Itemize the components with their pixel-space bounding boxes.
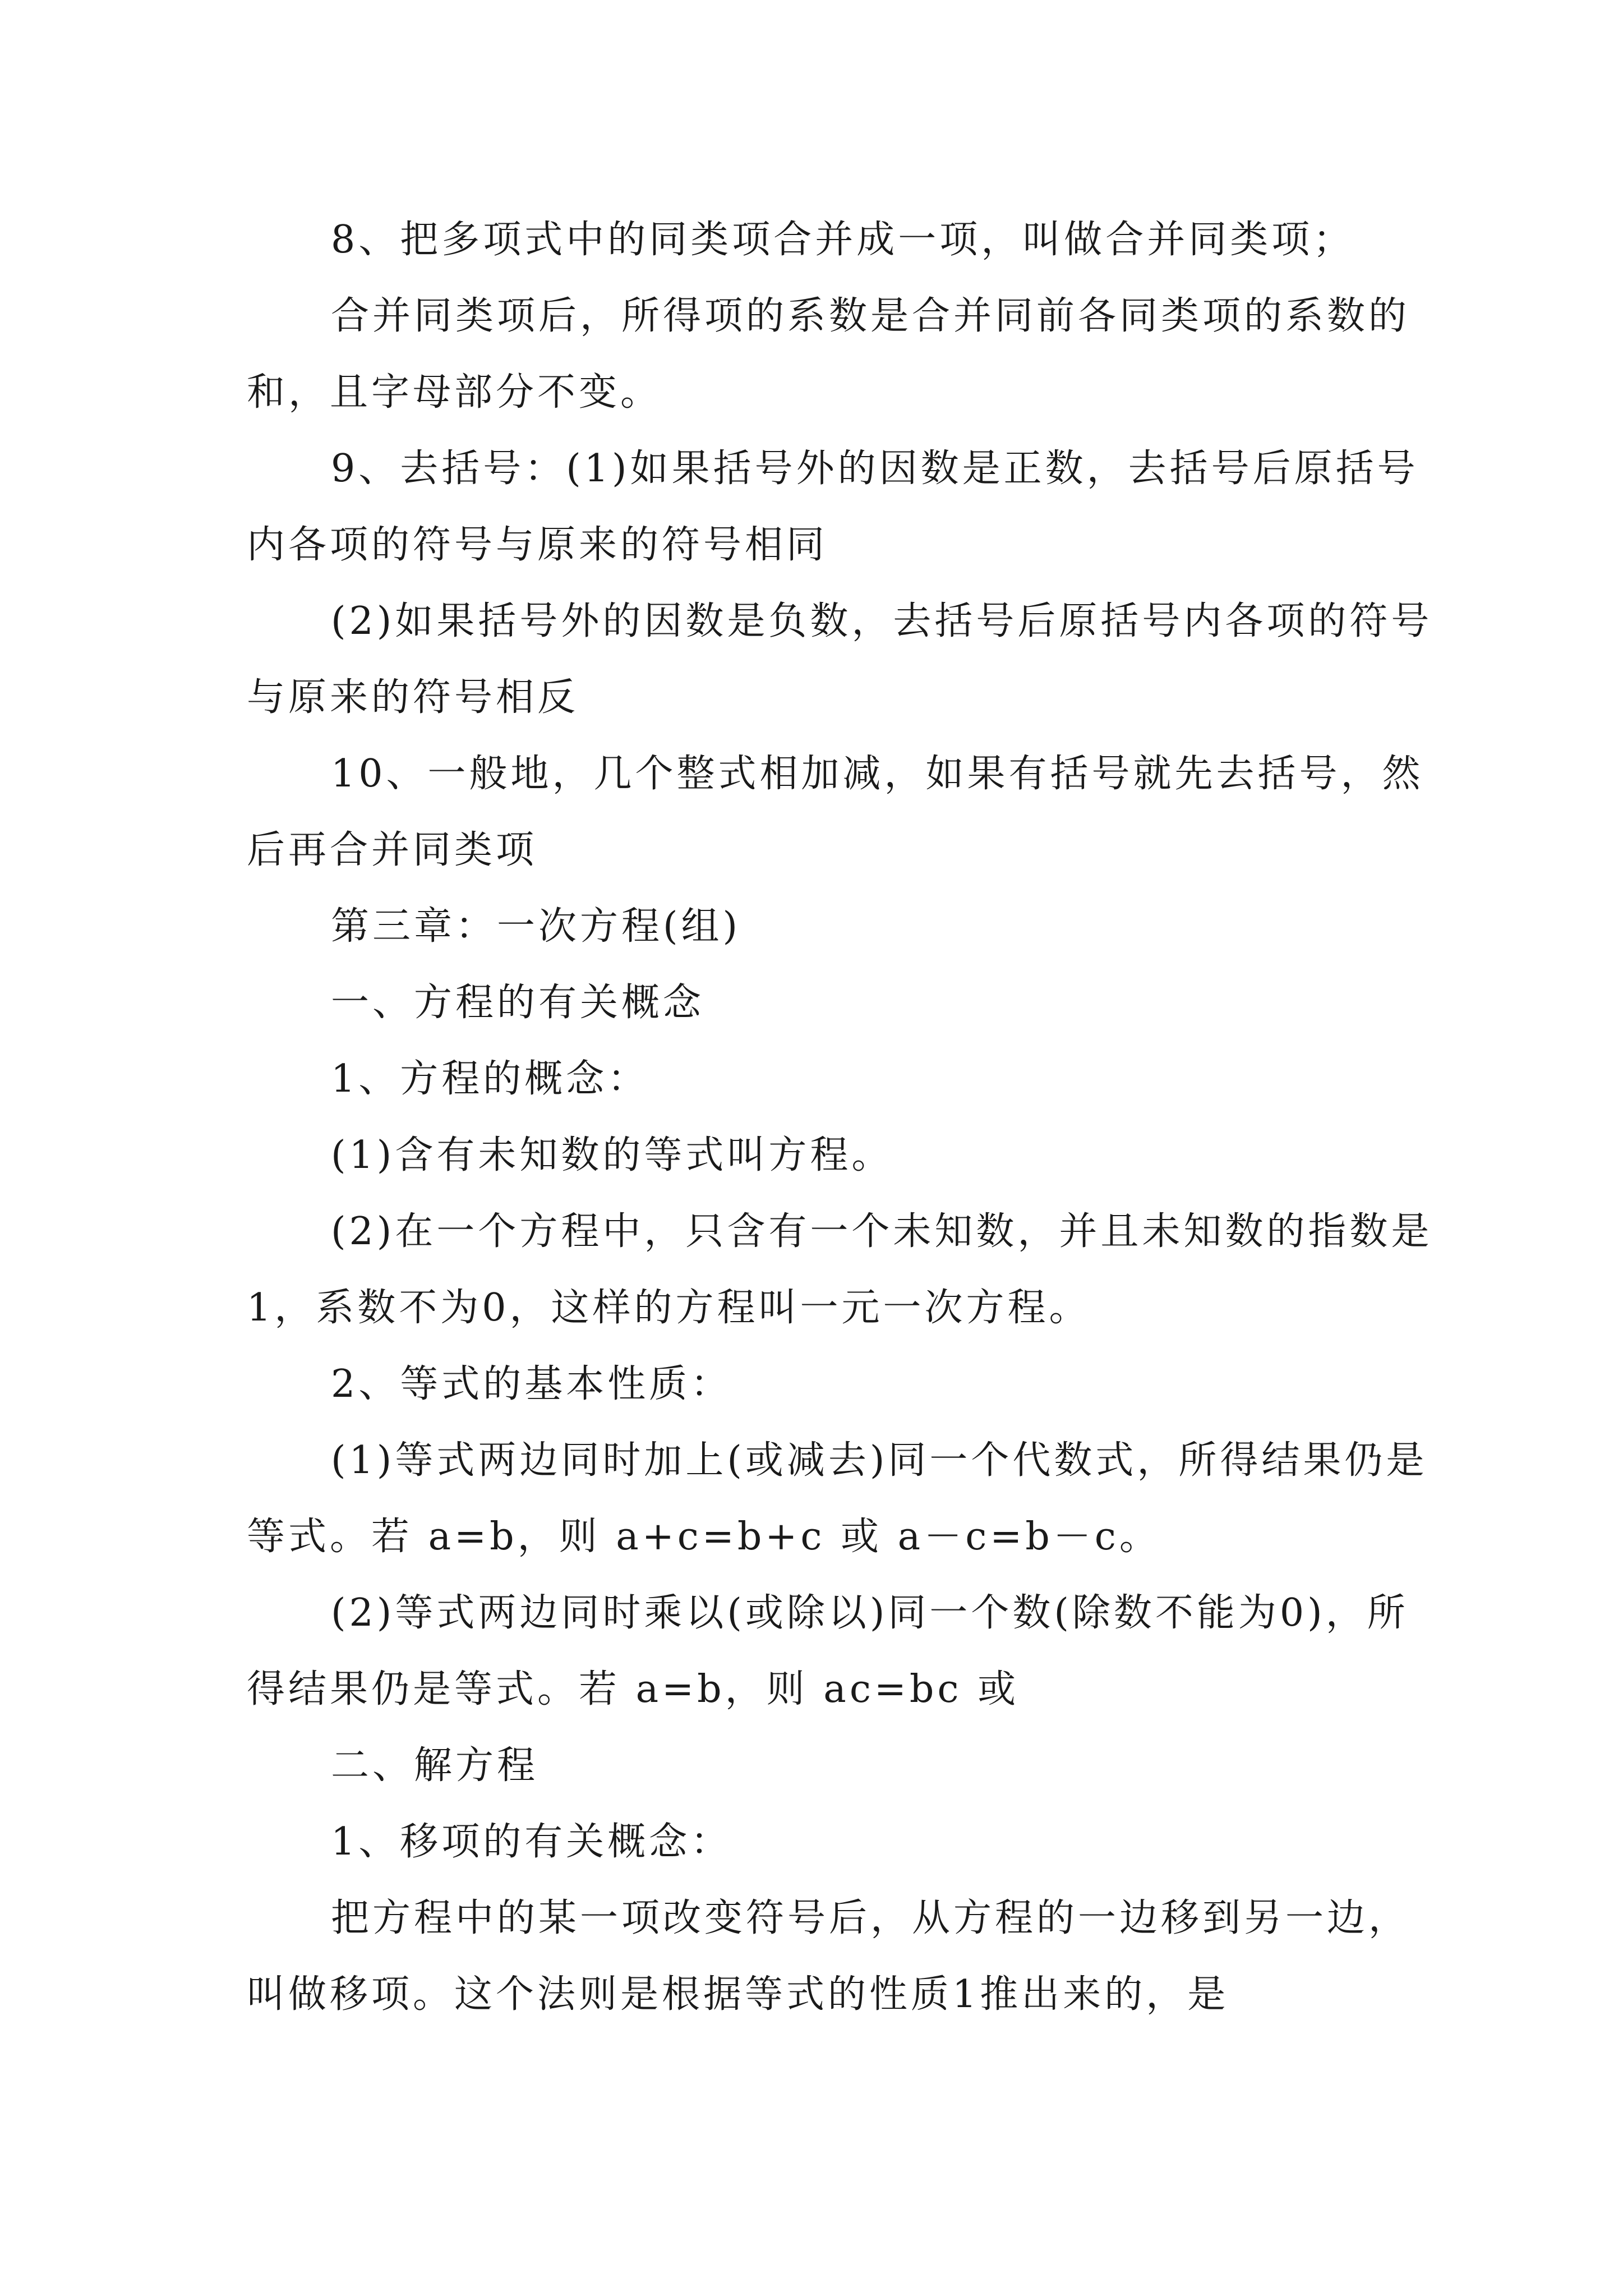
subheading-transposition: 1、移项的有关概念： <box>331 1820 732 1864</box>
paragraph-combine-like-terms-coefficient: 合并同类项后，所得项的系数是合并同前各同类项的系数的和，且字母部分不变。 <box>247 294 1410 415</box>
paragraph-equation-definition: (1)含有未知数的等式叫方程。 <box>331 1133 893 1177</box>
paragraph-remove-brackets-positive: 9、去括号：(1)如果括号外的因数是正数，去括号后原括号内各项的符号与原来的符号相同 <box>247 447 1419 567</box>
document-body <box>247 202 1447 2033</box>
paragraph-combine-like-terms: 8、把多项式中的同类项合并成一项，叫做合并同类项； <box>331 218 1355 262</box>
paragraph-equality-property-add: (1)等式两边同时加上(或减去)同一个代数式，所得结果仍是等式。若 a=b，则 a+c=b+c 或 a－c=b－c。 <box>247 1438 1428 1559</box>
paragraph-equality-property-multiply: (2)等式两边同时乘以(或除以)同一个数(除数不能为0)，所得结果仍是等式。若 a=b，则 ac=bc 或 <box>247 1591 1409 1711</box>
paragraph-linear-equation-definition: (2)在一个方程中，只含有一个未知数，并且未知数的指数是1，系数不为0，这样的方程叫一元一次方程。 <box>247 1209 1433 1330</box>
chapter-heading: 第三章：一次方程(组) <box>331 904 741 949</box>
paragraph-remove-brackets-negative: (2)如果括号外的因数是负数，去括号后原括号内各项的符号与原来的符号相反 <box>247 599 1433 720</box>
section-heading-equation-concepts: 一、方程的有关概念 <box>331 981 705 1025</box>
paragraph-polynomial-add-subtract: 10、一般地，几个整式相加减，如果有括号就先去括号，然后再合并同类项 <box>247 752 1424 872</box>
subheading-equation-concept: 1、方程的概念： <box>331 1057 649 1101</box>
subheading-equality-properties: 2、等式的基本性质： <box>331 1362 732 1406</box>
paragraph-transposition-definition: 把方程中的某一项改变符号后，从方程的一边移到另一边，叫做移项。这个法则是根据等式的性质1推出来的，是 <box>247 1896 1410 2017</box>
section-heading-solve-equation: 二、解方程 <box>331 1743 539 1788</box>
